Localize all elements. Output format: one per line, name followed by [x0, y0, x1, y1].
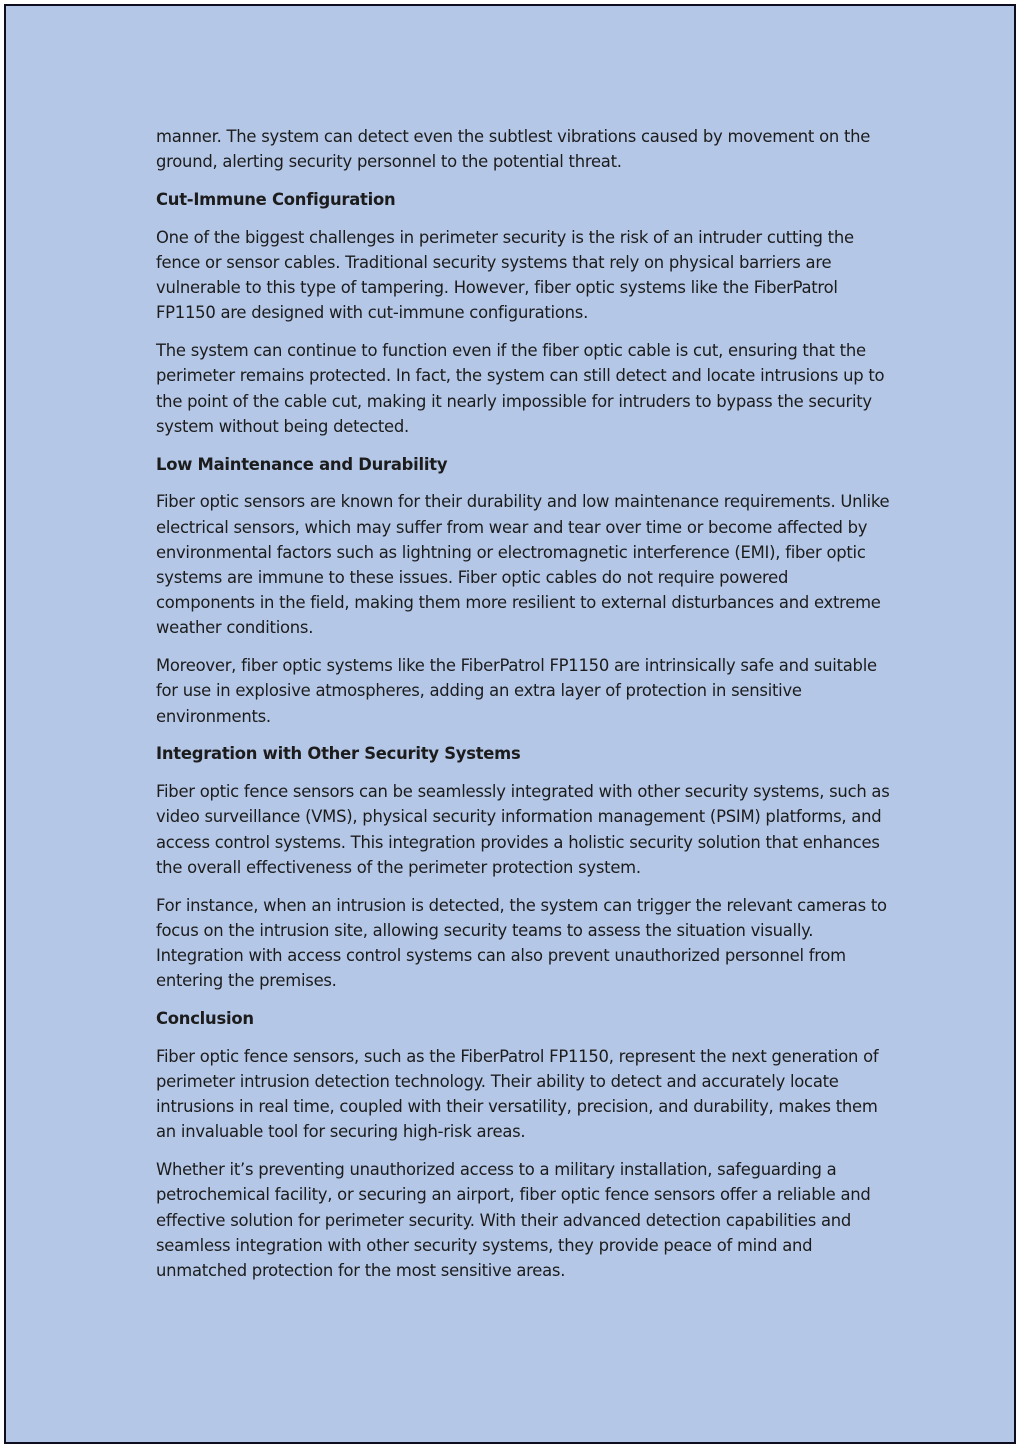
- paragraph-conclusion-1: Fiber optic fence sensors, such as the FiberPatrol FP1150, represent the next generation of perimeter intrusion detection technology. Their ability to detect and accurately locate intrusions in real time, coupled with their versatility, precision, and durability, makes them an invaluable tool for securing high-risk areas.: [156, 1046, 879, 1142]
- heading-integration: Integration with Other Security Systems: [156, 744, 521, 764]
- document-page: [4, 4, 1016, 1444]
- heading-conclusion: Conclusion: [156, 1009, 254, 1029]
- paragraph-low-maintenance-1: Fiber optic sensors are known for their durability and low maintenance requirements. Unlike electrical sensors, which may suffer from wear and tear over time or become affected by environmental factors such as lightning or electromagnetic interference (EMI), fiber optic systems are immune to these issues. Fiber optic cables do not require powered components in the field, making them more resilient to external disturbances and extreme weather conditions.: [156, 492, 890, 638]
- paragraph-cut-immune-2: The system can continue to function even if the fiber optic cable is cut, ensuring that the perimeter remains protected. In fact, the system can still detect and locate intrusions up to the point of the cable cut, making it nearly impossible for intruders to bypass the security system without being detected.: [156, 341, 885, 436]
- paragraph-integration-1: Fiber optic fence sensors can be seamlessly integrated with other security systems, such as video surveillance (VMS), physical security information management (PSIM) platforms, and access control systems. This integration provides a holistic security solution that enhances the overall effectiveness of the perimeter protection system.: [156, 782, 890, 877]
- paragraph-conclusion-2: Whether it’s preventing unauthorized access to a military installation, safeguarding a petrochemical facility, or securing an airport, fiber optic fence sensors offer a reliable and effective solution for perimeter security. With their advanced detection capabilities and seamless integration with other security systems, they provide peace of mind and unmatched protection for the most sensitive areas.: [156, 1160, 871, 1281]
- paragraph-integration-2: For instance, when an intrusion is detected, the system can trigger the relevant cameras to focus on the intrusion site, allowing security teams to assess the situation visually. Integration with access control systems can also prevent unauthorized personnel from entering the premises.: [156, 895, 887, 991]
- heading-low-maintenance: Low Maintenance and Durability: [156, 454, 448, 474]
- paragraph-low-maintenance-2: Moreover, fiber optic systems like the FiberPatrol FP1150 are intrinsically safe and suitable for use in explosive atmospheres, adding an extra layer of protection in sensitive environments.: [156, 656, 877, 726]
- heading-cut-immune-configuration: Cut-Immune Configuration: [156, 190, 396, 209]
- document-body: [156, 124, 891, 1296]
- paragraph-cut-immune-1: One of the biggest challenges in perimeter security is the risk of an intruder cutting the fence or sensor cables. Traditional security systems that rely on physical barriers are vulnerable to this type of tampering. However, fiber optic systems like the FiberPatrol FP1150 are designed with cut-immune configurations.: [156, 227, 854, 323]
- paragraph-intro-continuation: manner. The system can detect even the subtlest vibrations caused by movement on the ground, alerting security personnel to the potential threat.: [156, 127, 871, 172]
